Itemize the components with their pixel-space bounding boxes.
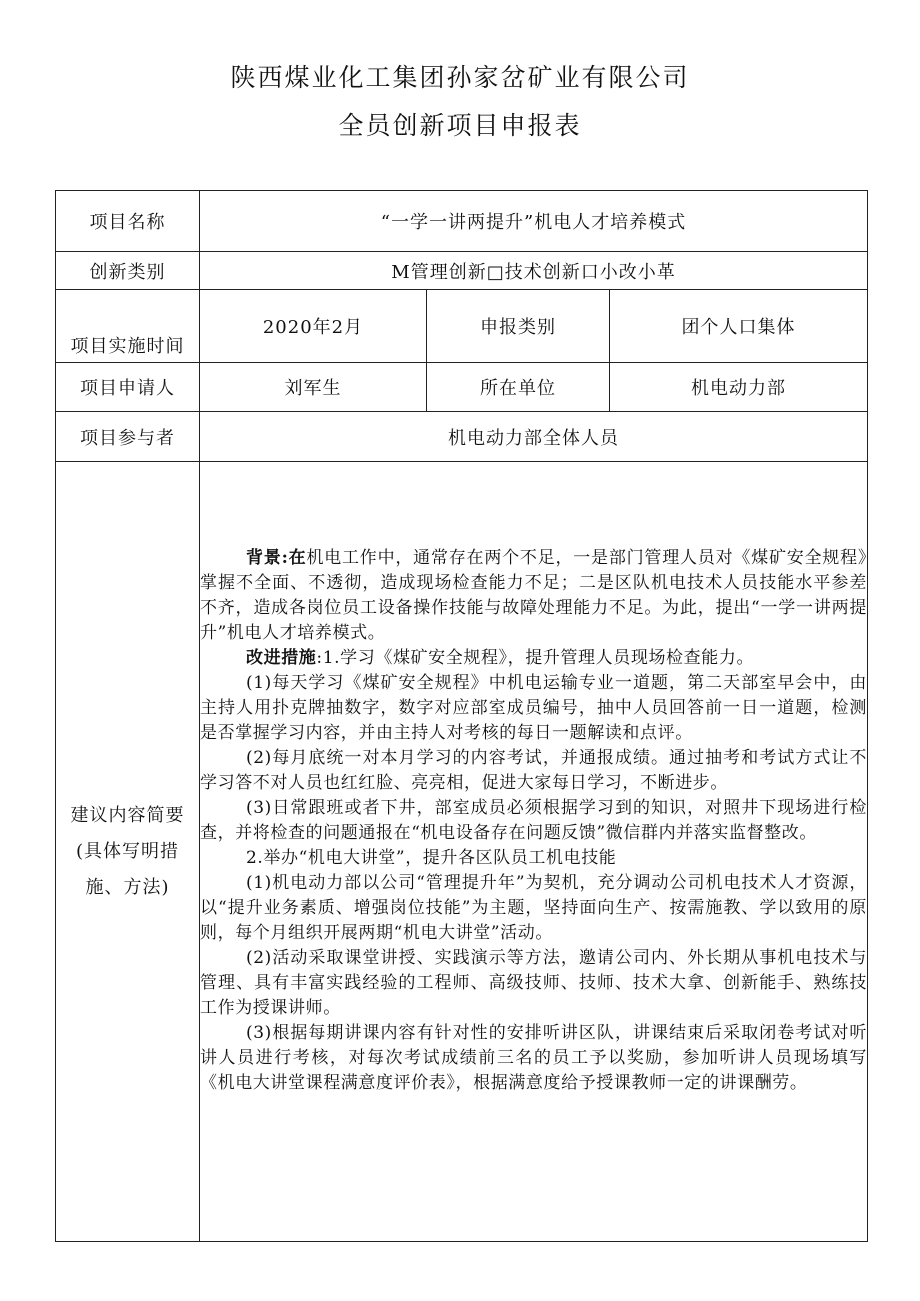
applicant-value: 刘军生	[199, 362, 427, 412]
measure-item: (3)根据每期讲课内容有针对性的安排听讲区队，讲课结束后采取闭卷考试对听讲人员进行考核，对每次考试成绩前三名的员工予以奖励，参加听讲人员现场填写《机电大讲堂课程满意度评价表》，根据满意度给予授课教师一定的讲课酬劳。	[200, 1023, 867, 1093]
form-title: 全员创新项目申报表	[338, 111, 582, 140]
measure-item: (3)日常跟班或者下井，部室成员必须根据学习到的知识，对照井下现场进行检查，并将检查的问题通报在“机电设备存在问题反馈”微信群内并落实监督整改。	[200, 798, 867, 843]
section-heading: 2.举办“机电大讲堂”，提升各区队员工机电技能	[246, 848, 617, 868]
measures-text: :1.学习《煤矿安全规程》，提升管理人员现场检查能力。	[316, 648, 755, 668]
measure-item: (2)活动采取课堂讲授、实践演示等方法，邀请公司内、外长期从事机电技术与管理、具有丰富实践经验的工程师、高级技师、技师、技术大拿、创新能手、熟练技工作为授课讲师。	[200, 948, 867, 1018]
background-heading: 背景:	[246, 548, 289, 568]
measure-item: (1)机电动力部以公司“管理提升年”为契机，充分调动公司机电技术人才资源，以“提升业务素质、增强岗位技能”为主题，坚持面向生产、按需施教、学以致用的原则，每个月组织开展两期“机电大讲堂”活动。	[200, 873, 867, 943]
content-label-line-2: (具体写明措	[75, 840, 180, 862]
content-label-line-1: 建议内容简要	[70, 804, 185, 826]
content-label-line-3: 施、方法)	[85, 876, 170, 898]
category-label: 创新类别	[55, 251, 200, 290]
time-label: 项目实施时间	[55, 289, 200, 363]
measure-item: (2)每月底统一对本月学习的内容考试，并通报成绩。通过抽考和考试方式让不学习答不对人员也红红脸、亮亮相，促进大家每日学习，不断进步。	[200, 748, 867, 793]
report-type-value: 团个人口集体	[609, 289, 868, 363]
time-value: 2020年2月	[199, 289, 427, 363]
project-name-value: “一学一讲两提升”机电人才培养模式	[199, 190, 868, 252]
company-title: 陕西煤业化工集团孙家岔矿业有限公司	[230, 63, 690, 92]
measures-heading: 改进措施	[246, 648, 317, 668]
unit-label: 所在单位	[426, 362, 610, 412]
participants-value: 机电动力部全体人员	[199, 411, 868, 462]
category-value: M管理创新□技术创新口小改小革	[199, 251, 868, 290]
project-name-label: 项目名称	[55, 190, 200, 252]
participants-label: 项目参与者	[55, 411, 200, 462]
content-label	[55, 461, 200, 1242]
proposal-content	[200, 546, 867, 1096]
background-text: 机电工作中，通常存在两个不足，一是部门管理人员对《煤矿安全规程》掌握不全面、不透彻，造成现场检查能力不足；二是区队机电技术人员技能水平参差不齐，造成各岗位员工设备操作技能与故障处理能力不足。为此，提出“一学一讲两提升”机电人才培养模式。	[200, 548, 867, 643]
unit-value: 机电动力部	[609, 362, 868, 412]
report-type-label: 申报类别	[426, 289, 610, 363]
background-paragraph	[200, 546, 867, 646]
measure-item: (1)每天学习《煤矿安全规程》中机电运输专业一道题，第二天部室早会中，由主持人用扑克牌抽数字，数字对应部室成员编号，抽中人员回答前一日一道题，检测是否掌握学习内容，并由主持人对考核的每日一题解读和点评。	[200, 673, 867, 743]
applicant-label: 项目申请人	[55, 362, 200, 412]
measures-paragraph	[200, 646, 867, 671]
background-heading-zai: 在	[288, 548, 307, 568]
